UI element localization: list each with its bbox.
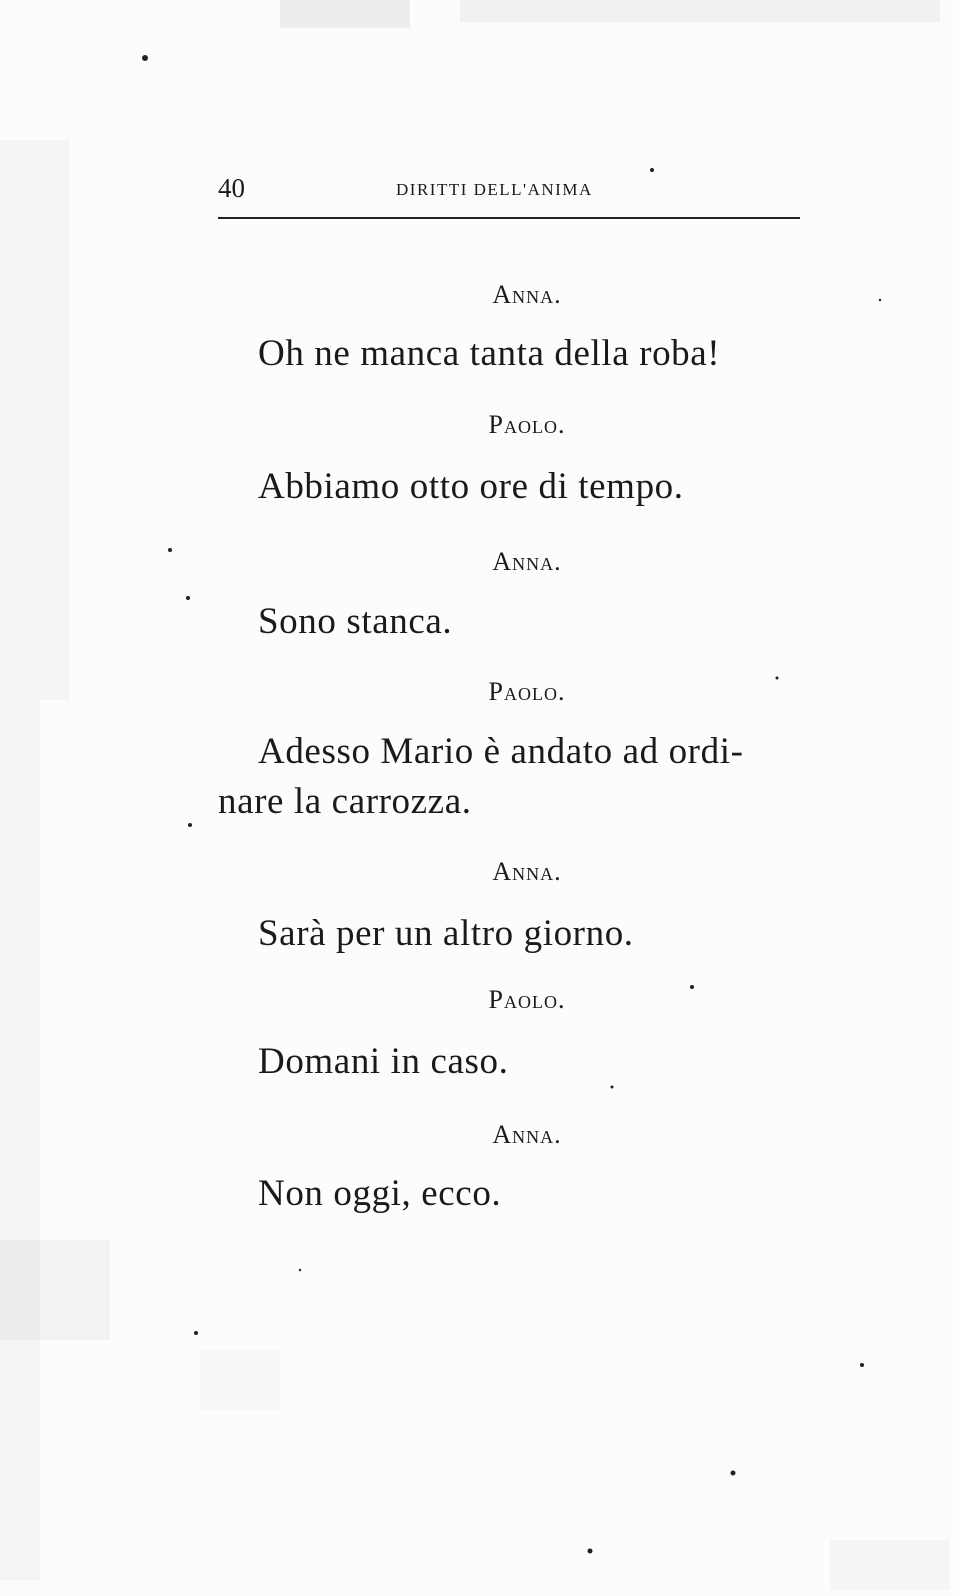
page-header xyxy=(218,172,800,212)
dialogue-line: Adesso Mario è andato ad ordi- xyxy=(258,731,744,772)
speaker-name: Anna. xyxy=(492,280,562,309)
header-rule xyxy=(218,217,800,219)
dialogue-line: Abbiamo otto ore di tempo. xyxy=(258,466,684,507)
dialogue-line: Oh ne manca tanta della roba! xyxy=(258,333,721,374)
dialogue-line-continuation: nare la carrozza. xyxy=(218,781,472,822)
speaker-name: Anna. xyxy=(492,547,562,576)
speaker-name: Anna. xyxy=(492,857,562,886)
speaker-name: Paolo. xyxy=(488,410,566,439)
speaker-name: Anna. xyxy=(492,1120,562,1149)
dialogue-line: Sarà per un altro giorno. xyxy=(258,913,634,954)
dialogue-line: Non oggi, ecco. xyxy=(258,1173,502,1214)
speaker-name: Paolo. xyxy=(488,985,566,1014)
dialogue-line: Domani in caso. xyxy=(258,1041,509,1082)
page-number: 40 xyxy=(218,173,245,203)
dialogue-line: Sono stanca. xyxy=(258,601,453,642)
speaker-name: Paolo. xyxy=(488,677,566,706)
running-title: DIRITTI DELL'ANIMA xyxy=(396,180,593,199)
